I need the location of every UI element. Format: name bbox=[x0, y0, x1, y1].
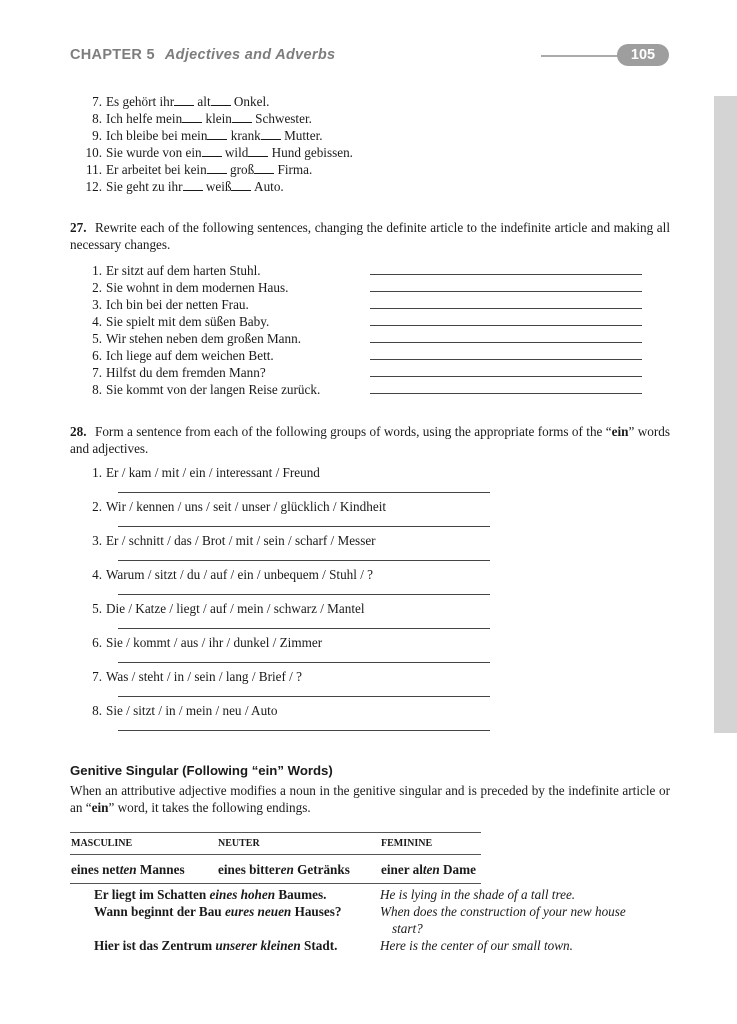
list-item: 4. Warum / sitzt / du / auf / ein / unbequem / Stuhl / ? bbox=[92, 567, 374, 582]
list-item: 2. Sie wohnt in dem modernen Haus. bbox=[92, 280, 289, 295]
answer-line[interactable] bbox=[118, 662, 490, 663]
list-item: 1. Er sitzt auf dem harten Stuhl. bbox=[92, 263, 261, 278]
answer-line[interactable] bbox=[370, 325, 642, 326]
answer-line[interactable] bbox=[118, 628, 490, 629]
list-item: 7. Es gehört ihr alt Onkel. bbox=[92, 94, 270, 109]
exercise-28-instruction: 28. Form a sentence from each of the following groups of words, using the appropriate forms of the “ein” words and adjectives. bbox=[70, 424, 671, 456]
list-item: 8. Sie / sitzt / in / mein / neu / Auto bbox=[92, 703, 278, 718]
list-item: 6. Ich liege auf dem weichen Bett. bbox=[92, 348, 274, 363]
answer-line[interactable] bbox=[118, 526, 490, 527]
answer-line[interactable] bbox=[370, 359, 642, 360]
list-item: 11. Er arbeitet bei kein groß Firma. bbox=[86, 162, 313, 177]
table-cell: eines netten Mannes bbox=[71, 862, 185, 877]
list-item: 3. Ich bin bei der netten Frau. bbox=[92, 297, 249, 312]
list-item: 1. Er / kam / mit / ein / interessant / Freund bbox=[92, 465, 320, 480]
example-translation: He is lying in the shade of a tall tree. bbox=[380, 887, 576, 902]
endings-table bbox=[70, 832, 481, 884]
list-item: 5. Die / Katze / liegt / auf / mein / schwarz / Mantel bbox=[92, 601, 365, 616]
table-cell: eines bitteren Getränks bbox=[218, 862, 350, 877]
exercise-27-instruction: 27. Rewrite each of the following sentences, changing the definite article to the indefinite article and making all necessary changes. bbox=[70, 220, 670, 252]
list-item: 7. Hilfst du dem fremden Mann? bbox=[92, 365, 266, 380]
answer-line[interactable] bbox=[370, 274, 642, 275]
page-edge-tab bbox=[714, 96, 737, 733]
table-header: NEUTER bbox=[218, 838, 260, 849]
chapter-header bbox=[70, 47, 335, 64]
example-sentence: Er liegt im Schatten eines hohen Baumes. bbox=[94, 887, 327, 902]
chapter-title: Adjectives and Adverbs bbox=[164, 47, 336, 63]
answer-line[interactable] bbox=[370, 342, 642, 343]
answer-line[interactable] bbox=[118, 560, 490, 561]
example-translation: When does the construction of your new house bbox=[380, 904, 626, 919]
list-item: 10. Sie wurde von ein wild Hund gebissen. bbox=[85, 145, 353, 160]
list-item: 9. Ich bleibe bei mein krank Mutter. bbox=[92, 128, 323, 143]
answer-line[interactable] bbox=[118, 730, 490, 731]
example-translation-continued: start? bbox=[392, 921, 423, 936]
table-header: FEMININE bbox=[381, 838, 433, 849]
list-item: 2. Wir / kennen / uns / seit / unser / glücklich / Kindheit bbox=[92, 499, 387, 514]
previous-exercise-list bbox=[77, 93, 353, 195]
list-item: 4. Sie spielt mit dem süßen Baby. bbox=[92, 314, 270, 329]
list-item: 5. Wir stehen neben dem großen Mann. bbox=[92, 331, 302, 346]
chapter-label: CHAPTER 5 bbox=[70, 47, 155, 63]
answer-line[interactable] bbox=[118, 696, 490, 697]
list-item: 3. Er / schnitt / das / Brot / mit / sein / scharf / Messer bbox=[92, 533, 376, 548]
example-translation: Here is the center of our small town. bbox=[380, 938, 573, 953]
list-item: 8. Sie kommt von der langen Reise zurück. bbox=[92, 382, 321, 397]
list-item: 8. Ich helfe mein klein Schwester. bbox=[92, 111, 312, 126]
section-heading: Genitive Singular (Following “ein” Words) bbox=[70, 763, 333, 778]
answer-line[interactable] bbox=[118, 492, 490, 493]
table-cell: einer alten Dame bbox=[381, 862, 476, 877]
section-paragraph: When an attributive adjective modifies a noun in the genitive singular and is preceded by the indefinite article or an “ein” word, it takes the following endings. bbox=[70, 783, 670, 815]
table-header: MASCULINE bbox=[71, 838, 133, 849]
list-item: 12. Sie geht zu ihr weiß Auto. bbox=[85, 179, 284, 194]
answer-line[interactable] bbox=[370, 393, 642, 394]
answer-line[interactable] bbox=[370, 291, 642, 292]
example-sentence: Hier ist das Zentrum unserer kleinen Stadt. bbox=[94, 938, 338, 953]
page-number: 105 bbox=[617, 44, 669, 66]
example-sentence: Wann beginnt der Bau eures neuen Hauses? bbox=[94, 904, 342, 919]
answer-line[interactable] bbox=[370, 376, 642, 377]
list-item: 6. Sie / kommt / aus / ihr / dunkel / Zimmer bbox=[92, 635, 323, 650]
list-item: 7. Was / steht / in / sein / lang / Brief / ? bbox=[92, 669, 302, 684]
answer-line[interactable] bbox=[370, 308, 642, 309]
exercise-27-list bbox=[77, 262, 320, 398]
answer-line[interactable] bbox=[118, 594, 490, 595]
